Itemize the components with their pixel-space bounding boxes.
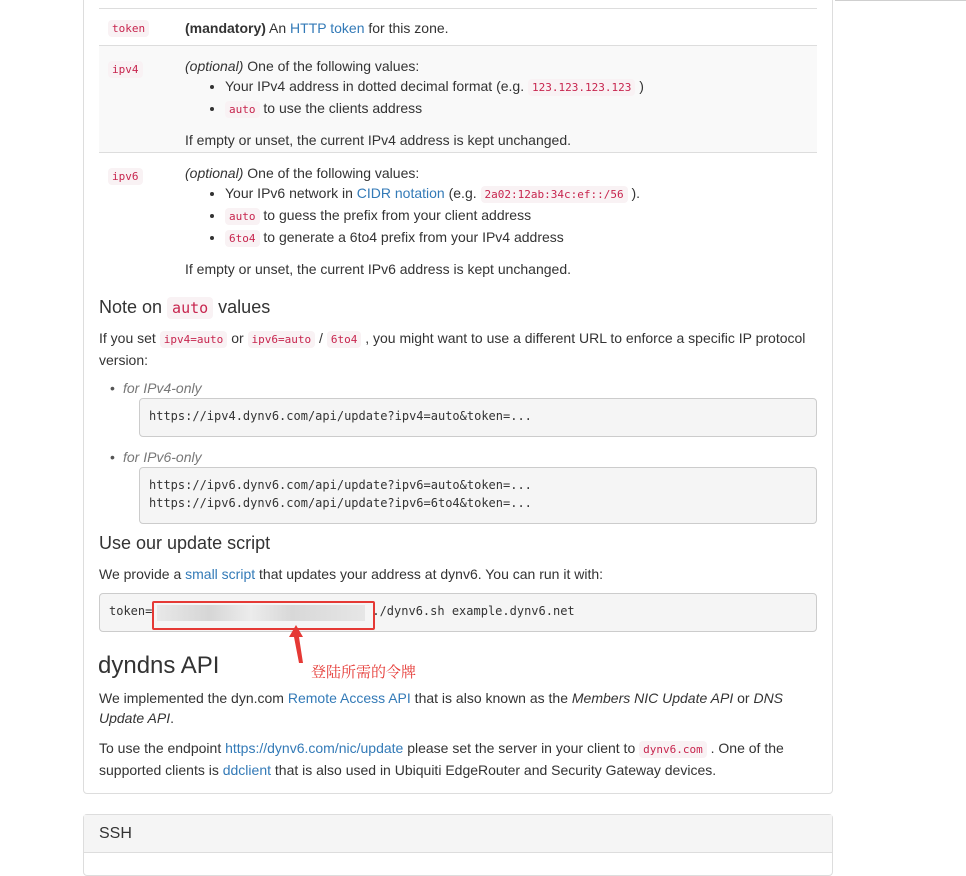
ipv6-url-code[interactable]: https://ipv6.dynv6.com/api/update?ipv6=auto&token=... https://ipv6.dynv6.com/api/update?ipv6=6to4&token=... bbox=[139, 467, 817, 524]
annotation-highlight-box bbox=[152, 601, 375, 630]
ipv6-only-label: • for IPv6-only bbox=[123, 449, 202, 465]
dyndns-heading: dyndns API bbox=[98, 652, 220, 679]
param-desc-ipv4: (optional) One of the following values: • Your IPv4 address in dotted decimal format (e.g. 123.123.123.123 ) • auto to use the clients address If empty or unset, the current IPv4 address is kept unchanged. bbox=[185, 56, 644, 150]
ddclient-link[interactable]: ddclient bbox=[222, 762, 271, 778]
ssh-panel-heading[interactable]: SSH bbox=[84, 815, 832, 853]
small-script-link[interactable]: small script bbox=[185, 566, 256, 582]
list-item: • auto to use the clients address bbox=[225, 98, 644, 120]
update-command-code[interactable]: token= ./dynv6.sh example.dynv6.net bbox=[99, 593, 817, 632]
param-key-ipv6: ipv6 bbox=[108, 168, 143, 185]
ipv4-footer: If empty or unset, the current IPv4 address is kept unchanged. bbox=[185, 132, 571, 148]
table-row bbox=[99, 8, 817, 46]
cidr-notation-link[interactable]: CIDR notation bbox=[356, 185, 445, 201]
update-script-paragraph: We provide a small script that updates your address at dynv6. You can run it with: bbox=[99, 566, 604, 582]
note-paragraph: If you set ipv4=auto or ipv6=auto / 6to4 , you might want to use a different URL to enforce a specific IP protocol version: bbox=[99, 330, 806, 368]
ipv4-only-label: • for IPv4-only bbox=[123, 380, 202, 396]
table-row bbox=[99, 152, 817, 283]
param-key-token: token bbox=[108, 20, 149, 37]
table-row bbox=[99, 45, 817, 153]
ipv6-options-list bbox=[185, 183, 640, 249]
list-item: • 6to4 to generate a 6to4 prefix from your IPv4 address bbox=[225, 227, 640, 249]
dyndns-paragraph-1: We implemented the dyn.com Remote Access API that is also known as the Members NIC Update API or DNS Update API. bbox=[99, 690, 784, 726]
param-key-ipv4: ipv4 bbox=[108, 61, 143, 78]
note-heading: Note on auto values bbox=[99, 297, 271, 317]
ssh-panel bbox=[83, 814, 833, 876]
annotation-arrow-icon bbox=[286, 625, 308, 665]
list-item: • Your IPv4 address in dotted decimal format (e.g. 123.123.123.123 ) bbox=[225, 76, 644, 98]
top-divider bbox=[835, 0, 966, 1]
ipv4-url-code[interactable]: https://ipv4.dynv6.com/api/update?ipv4=auto&token=... bbox=[139, 398, 817, 437]
list-item: • auto to guess the prefix from your client address bbox=[225, 205, 640, 227]
http-token-link[interactable]: HTTP token bbox=[290, 20, 365, 36]
mandatory-label: (mandatory) bbox=[185, 20, 266, 36]
dyndns-paragraph-2: To use the endpoint https://dynv6.com/nic/update please set the server in your client to dynv6.com . One of the supported clients is ddclient that is also used in Ubiquiti EdgeRouter and Security Gateway devices. bbox=[99, 740, 784, 778]
param-desc-token: (mandatory) An HTTP token for this zone. bbox=[185, 20, 449, 36]
nic-update-link[interactable]: https://dynv6.com/nic/update bbox=[225, 740, 404, 756]
remote-access-api-link[interactable]: Remote Access API bbox=[287, 690, 411, 706]
list-item: • Your IPv6 network in CIDR notation (e.g. 2a02:12ab:34c:ef::/56 ). bbox=[225, 183, 640, 205]
param-desc-ipv6: (optional) One of the following values: • Your IPv6 network in CIDR notation (e.g. 2a02:12ab:34c:ef::/56 ). • auto to guess the prefix from your client address • 6to4 to generate a 6to4 prefix from your IPv4 address If empty or unset, the current IPv6 address is kept unchanged. bbox=[185, 163, 640, 279]
ipv4-options-list bbox=[185, 76, 644, 120]
update-script-heading: Use our update script bbox=[99, 533, 271, 553]
annotation-text: 登陆所需的令牌 bbox=[311, 664, 417, 681]
ipv6-footer: If empty or unset, the current IPv6 address is kept unchanged. bbox=[185, 261, 571, 277]
